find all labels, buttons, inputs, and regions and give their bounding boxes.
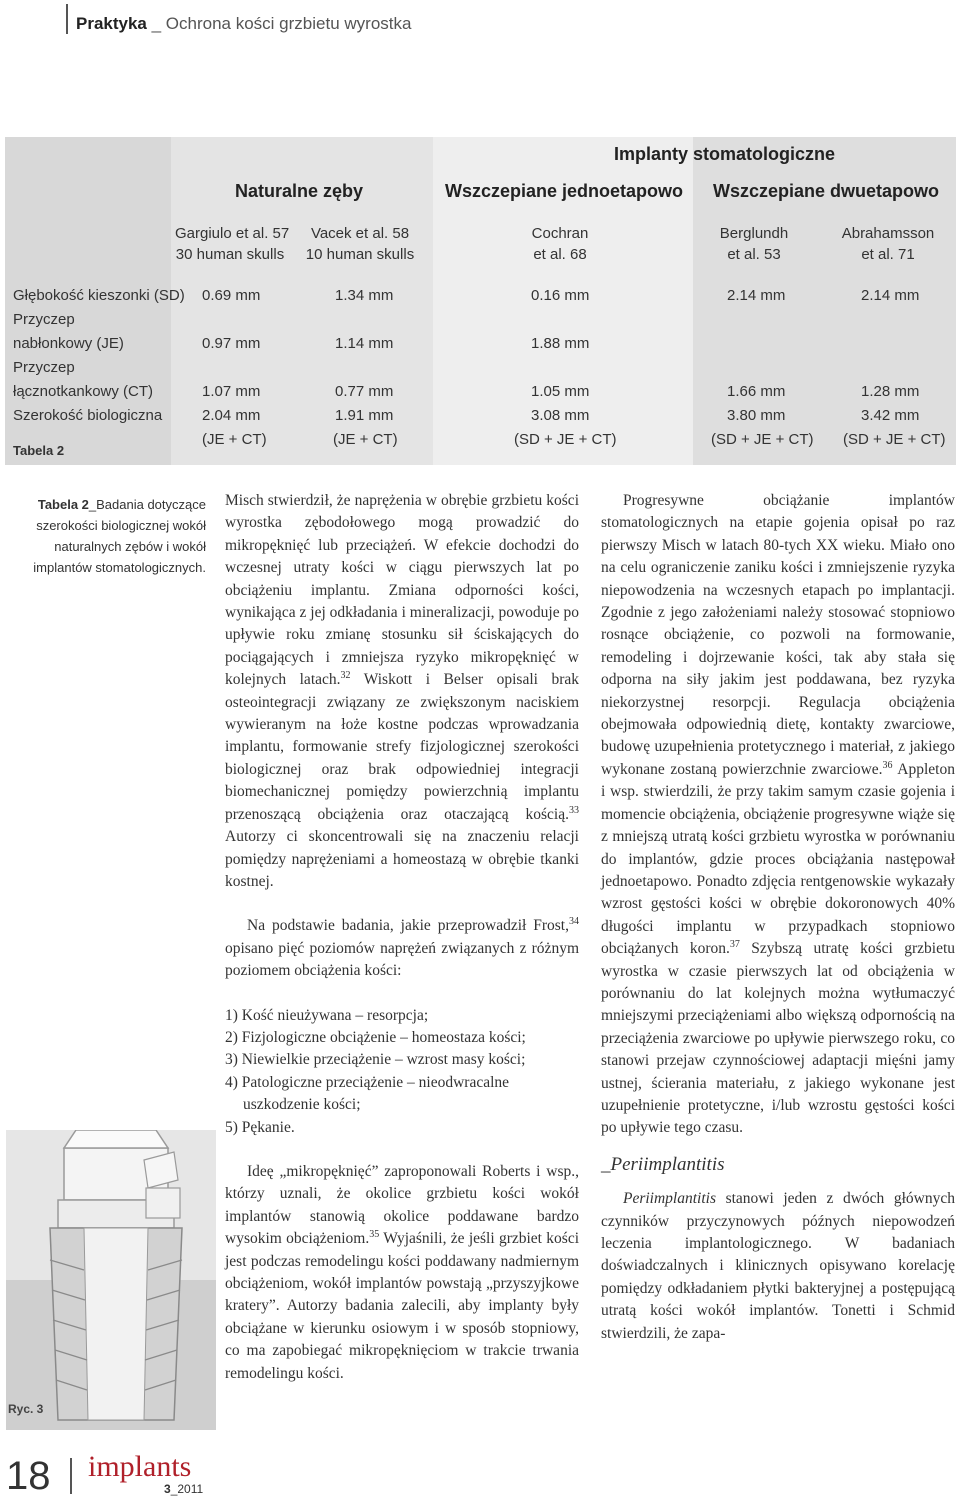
header-one-stage: Wszczepiane jednoetapowo	[445, 181, 684, 201]
header-separator: _	[146, 14, 166, 33]
page-number: 18	[6, 1454, 51, 1496]
table-label: Tabela 2	[13, 443, 65, 458]
cell: 0.16 mm	[531, 287, 590, 304]
issue-year: _2011	[170, 1482, 204, 1496]
row-label-bw: Szerokość biologiczna	[13, 407, 163, 424]
cell: 3.42 mm	[861, 407, 920, 424]
text-run: Szybszą utratę kości grzbietu wyrostka w czasie pierwszych lat od obciążenia w porównaniu do lat kolejnych można wytłumaczyć mniejszymi przeciążeniami albo większą odpornością na przeciążenia zwarciowe po upływie pierwszego roku, co stanowi przejaw czynnościowej adaptacji mięśni jamy ustnej, ścierania materiału, z jakiego wykonane jest uzupełnienie protetyczne, i/lub wzrostu gęstości kości po upływie tego czasu.	[601, 940, 956, 1137]
source-line: Vacek et al. 58	[310, 225, 410, 242]
cell: 1.14 mm	[335, 335, 394, 352]
header-title: Ochrona kości grzbietu wyrostka	[165, 14, 412, 33]
cell: 0.69 mm	[202, 287, 261, 304]
body-column-2	[601, 490, 955, 1345]
citation: 36	[882, 759, 893, 771]
source-line: Cochran	[531, 225, 589, 242]
issue-info	[164, 1482, 203, 1496]
header-section: Praktyka	[76, 14, 147, 33]
source-line: Berglundh	[719, 225, 789, 242]
cell: 3.08 mm	[531, 407, 590, 424]
list-item: 3) Niewielkie przeciążenie – wzrost masy kości;	[225, 1051, 526, 1069]
source-line: et al. 53	[727, 246, 781, 263]
source-gargiulo	[175, 223, 290, 265]
citation: 32	[340, 670, 351, 682]
header-natural: Naturalne zęby	[235, 181, 364, 201]
source-berglundh	[699, 223, 809, 265]
cell-note: (SD + JE + CT)	[711, 431, 814, 448]
cell: 0.97 mm	[202, 335, 261, 352]
running-header	[76, 14, 411, 34]
text-run: Periimplantitis	[623, 1190, 716, 1208]
cell-note: (JE + CT)	[333, 431, 398, 448]
source-line: 30 human skulls	[175, 246, 285, 263]
text-run: Autorzy ci skoncentrowali się na znaczeniu relacji pomiędzy naprężeniami a homeostazą w obrębie tkanki kostnej.	[225, 828, 579, 890]
text-run: Appleton i wsp. stwierdzili, że przy takim samym czasie gojenia i momencie obciążenia, obciążenie progresywne wiąże się z mniejszą utratą kości grzbietu wyrostka w porównaniu do implantów, gdzie proces obciążania następował jednoetapowo. Ponadto zdjęcia rentgenowskie wykazały wzrost gęstości kości w obrębie dokoronowych 40% długości implantu w przypadkach stopniowo obciążanych koron.	[601, 760, 955, 958]
paragraph	[225, 915, 579, 982]
row-label-je-1: Przyczep	[13, 311, 75, 328]
text-run: Na podstawie badania, jakie przeprowadził Frost,	[247, 917, 569, 935]
list-item: 5) Pękanie.	[225, 1118, 295, 1136]
implant-illustration	[6, 1130, 216, 1430]
cell: 1.05 mm	[531, 383, 590, 400]
text-run: opisano pięć poziomów naprężeń związanych z różnym poziomem obciążenia kości:	[225, 939, 579, 980]
cell: 1.34 mm	[335, 287, 394, 304]
journal-name: implants	[88, 1450, 192, 1483]
text-run: Wyjaśnili, że jeśli grzbiet kości jest podczas remodelingu kości poddawany nadmiernym obciążeniom, wokół implantów powstają „przyszyjkowe kratery”. Autorzy badania zalecili, aby implanty były obciążane w kierunku osiowym i w sposób stopniowy, co ma zapobiegać mikropęknięciom w trakcie trwania remodelingu kości.	[225, 1230, 580, 1382]
paragraph	[601, 1188, 955, 1345]
cell-note: (SD + JE + CT)	[514, 431, 617, 448]
cell: 0.77 mm	[335, 383, 394, 400]
source-abrahamsson	[831, 223, 945, 265]
cell-note: (JE + CT)	[202, 431, 267, 448]
header-divider	[66, 4, 68, 34]
citation: 35	[369, 1229, 380, 1241]
text-run: Ideę „mikropęknięć” zaproponowali Roberts i wsp., którzy uznali, że okolice grzbietu kości wokół implantów stanowią okolice poddawane bardzo wysokim obciążeniom.	[225, 1162, 579, 1248]
row-label-ct-1: Przyczep	[13, 359, 75, 376]
cell: 3.80 mm	[727, 407, 786, 424]
cell: 2.14 mm	[861, 287, 920, 304]
row-label-sd: Głębokość kieszonki (SD)	[13, 287, 185, 304]
cell: 2.04 mm	[202, 407, 261, 424]
cell: 1.88 mm	[531, 335, 590, 352]
source-line: 10 human skulls	[305, 246, 415, 263]
cell: 2.14 mm	[727, 287, 786, 304]
implant-figure	[6, 1130, 216, 1430]
list-item: 2) Fizjologiczne obciążenie – homeostaza kości;	[225, 1028, 526, 1046]
citation: 37	[729, 938, 740, 950]
stress-levels-list	[225, 1005, 579, 1139]
text-run: Wiskott i Belser opisali brak osteointegracji związany ze zwiększonym naciskiem wywieranym na łoże kostne podczas wprowadzania implantu, formowanie strefy fizjologicznej szerokości biologicznej oraz brak odpowiedniej integracji biomechanicznej pomiędzy powierzchnią implantu przenoszącą obciążenia oraz otaczającą kością.	[225, 671, 579, 823]
cell: 1.66 mm	[727, 383, 786, 400]
section-heading: _Periimplantitis	[601, 1153, 725, 1175]
source-vacek	[305, 223, 415, 265]
source-line: et al. 68	[533, 246, 587, 263]
source-line: et al. 71	[861, 246, 915, 263]
issue-number: 3	[164, 1482, 171, 1496]
citation: 33	[569, 804, 579, 816]
row-label-je-2: nabłonkowy (JE)	[13, 335, 124, 352]
header-two-stage: Wszczepiane dwuetapowo	[713, 181, 940, 201]
figure-label: Ryc. 3	[8, 1402, 44, 1416]
source-line: Abrahamsson	[841, 225, 935, 242]
paragraph	[601, 490, 955, 1140]
table-caption	[14, 494, 206, 578]
paragraph	[225, 490, 579, 893]
row-label-ct-2: łącznotkankowy (CT)	[13, 383, 154, 400]
cell: 1.91 mm	[335, 407, 394, 424]
text-run: stanowi jeden z dwóch głównych czynników przyczynowych późnych niepowodzeń leczenia implantologicznego. W badaniach doświadczalnych i klinicznych opisywano korelację pomiędzy odkładaniem płytki bakteryjnej a postępującą utratą kości wokół implantów. Tonetti i Schmid stwierdzili, że zapa-	[601, 1190, 955, 1342]
cell: 1.07 mm	[202, 383, 261, 400]
footer-divider	[70, 1458, 72, 1494]
paragraph	[225, 1161, 579, 1385]
caption-label: Tabela 2	[37, 497, 89, 512]
list-item: 1) Kość nieużywana – resorpcja;	[225, 1006, 429, 1024]
text-run: Progresywne obciążanie implantów stomatologicznych na etapie gojenia opisał po raz pierwszy Misch w latach 80-tych XX wieku. Miało ono na celu ograniczenie zaniku kości i zmniejszenie ryzyka niepowodzenia na wczesnych etapach po implantacji. Zgodnie z jego założeniami należy stosować stopniowo rosnące obciążenie, co pozwoli na formowanie, remodeling i dojrzewanie kości, tak aby stała się odporna na siły jakim jest poddawana, bez ryzyka niekorzystnej resorpcji. Regulacja obciążenia obejmowała odpowiednią dietę, kontakty zwarciowe, budowę uzupełnienia protetycznego i materiał, z jakiego wykonane zostaną powierzchnie zwarciowe.	[601, 492, 955, 778]
body-column-1	[225, 490, 579, 1385]
list-item: 4) Patologiczne przeciążenie – nieodwracalne	[225, 1073, 510, 1091]
cell-note: (SD + JE + CT)	[843, 431, 946, 448]
header-implants: Implanty stomatologiczne	[614, 144, 836, 164]
text-run: Misch stwierdził, że naprężenia w obrębie grzbietu kości wyrostka zębodołowego mogą prowadzić do mikropęknięć lub przeciążeń. W efekcie dochodzi do wczesnej utraty kości w ciągu pierwszych lat po obciążeniu implantu. Zmiana odporności kości, wynikająca z jej odkładania i mineralizacji, powoduje po upływie roku zmianę stosunku sił ściskających do pociągających i zmniejsza ryzyko mikropęknięć w kolejnych latach.	[225, 492, 579, 689]
cell: 1.28 mm	[861, 383, 920, 400]
data-table	[5, 137, 956, 465]
source-cochran	[505, 223, 615, 265]
source-line: Gargiulo et al. 57	[175, 225, 290, 242]
list-item: uszkodzenie kości;	[243, 1096, 361, 1114]
citation: 34	[569, 916, 579, 928]
caption-text: _Badania dotyczące szerokości biologicznej wokół naturalnych zębów i wokół implantów stomatologicznych.	[33, 497, 206, 575]
